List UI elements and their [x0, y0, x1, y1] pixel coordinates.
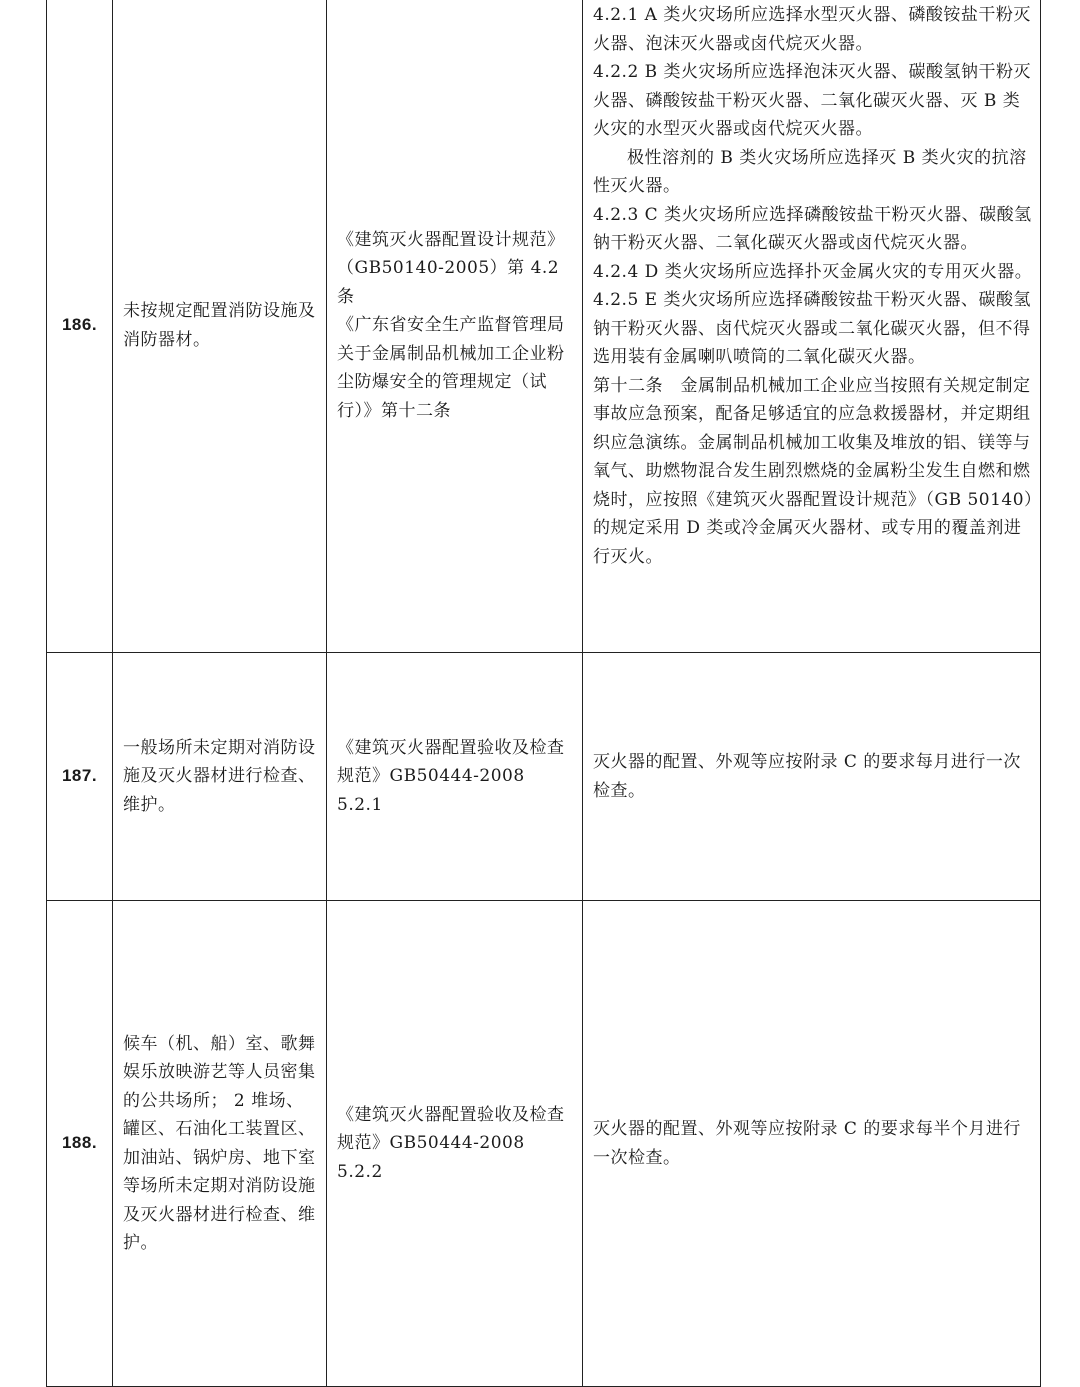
detail-paragraph: 4.2.1 A 类火灾场所应选择水型灭火器、磷酸铵盐干粉灭火器、泡沫灭火器或卤代烷灭火器。: [593, 5, 1031, 54]
basis-paragraph: 《建筑灭火器配置验收及检查规范》GB50444-2008 5.2.2: [337, 1104, 565, 1182]
regulation-detail: [583, 0, 1041, 653]
row-number: 186.: [47, 0, 113, 653]
basis-paragraph: 《建筑灭火器配置验收及检查规范》GB50444-2008 5.2.1: [337, 737, 565, 815]
detail-paragraph: 4.2.5 E 类火灾场所应选择磷酸铵盐干粉灭火器、碳酸氢钠干粉灭火器、卤代烷灭火器或二氧化碳灭火器，但不得选用装有金属喇叭喷筒的二氧化碳灭火器。: [593, 290, 1031, 367]
table-row: [47, 901, 1041, 1387]
detail-paragraph: 4.2.4 D 类火灾场所应选择扑灭金属火灾的专用灭火器。: [593, 261, 1033, 282]
regulation-detail: [583, 901, 1041, 1387]
detail-paragraph: 灭火器的配置、外观等应按附录 C 的要求每半个月进行一次检查。: [593, 1119, 1021, 1168]
row-number: 188.: [47, 901, 113, 1387]
legal-basis: [327, 653, 583, 901]
issue-description: 未按规定配置消防设施及消防器材。: [113, 0, 327, 653]
detail-paragraph: 第十二条 金属制品机械加工企业应当按照有关规定制定事故应急预案，配备足够适宜的应急救援器材，并定期组织应急演练。金属制品机械加工收集及堆放的铝、镁等与氧气、助燃物混合发生剧烈燃烧的金属粉尘发生自燃和燃烧时，应按照《建筑灭火器配置设计规范》（GB 50140）的规定采用 D 类或冷金属灭火器材、或专用的覆盖剂进行灭火。: [593, 375, 1034, 567]
table-row: [47, 653, 1041, 901]
legal-basis: [327, 901, 583, 1387]
issue-description: 一般场所未定期对消防设施及灭火器材进行检查、维护。: [113, 653, 327, 901]
legal-basis: [327, 0, 583, 653]
basis-paragraph: 《建筑灭火器配置设计规范》（GB50140-2005）第 4.2 条: [337, 229, 565, 307]
detail-paragraph: 4.2.2 B 类火灾场所应选择泡沫灭火器、碳酸氢钠干粉灭火器、磷酸铵盐干粉灭火器、二氧化碳灭火器、灭 B 类火灾的水型灭火器或卤代烷灭火器。: [593, 62, 1032, 139]
row-number: 187.: [47, 653, 113, 901]
regulation-detail: [583, 653, 1041, 901]
basis-paragraph: 《广东省安全生产监督管理局关于金属制品机械加工企业粉尘防爆安全的管理规定（试行）》第十二条: [337, 315, 565, 421]
detail-paragraph: 极性溶剂的 B 类火灾场所应选择灭 B 类火灾的抗溶性灭火器。: [593, 147, 1027, 196]
regulations-table: [46, 0, 1041, 1387]
issue-description: 候车（机、船）室、歌舞娱乐放映游艺等人员密集的公共场所； 2 堆场、罐区、石油化工装置区、加油站、锅炉房、地下室等场所未定期对消防设施及灭火器材进行检查、维护。: [113, 901, 327, 1387]
detail-paragraph: 4.2.3 C 类火灾场所应选择磷酸铵盐干粉灭火器、碳酸氢钠干粉灭火器、二氧化碳灭火器或卤代烷灭火器。: [593, 204, 1032, 253]
detail-paragraph: 灭火器的配置、外观等应按附录 C 的要求每月进行一次检查。: [593, 752, 1021, 801]
table-row: [47, 0, 1041, 653]
